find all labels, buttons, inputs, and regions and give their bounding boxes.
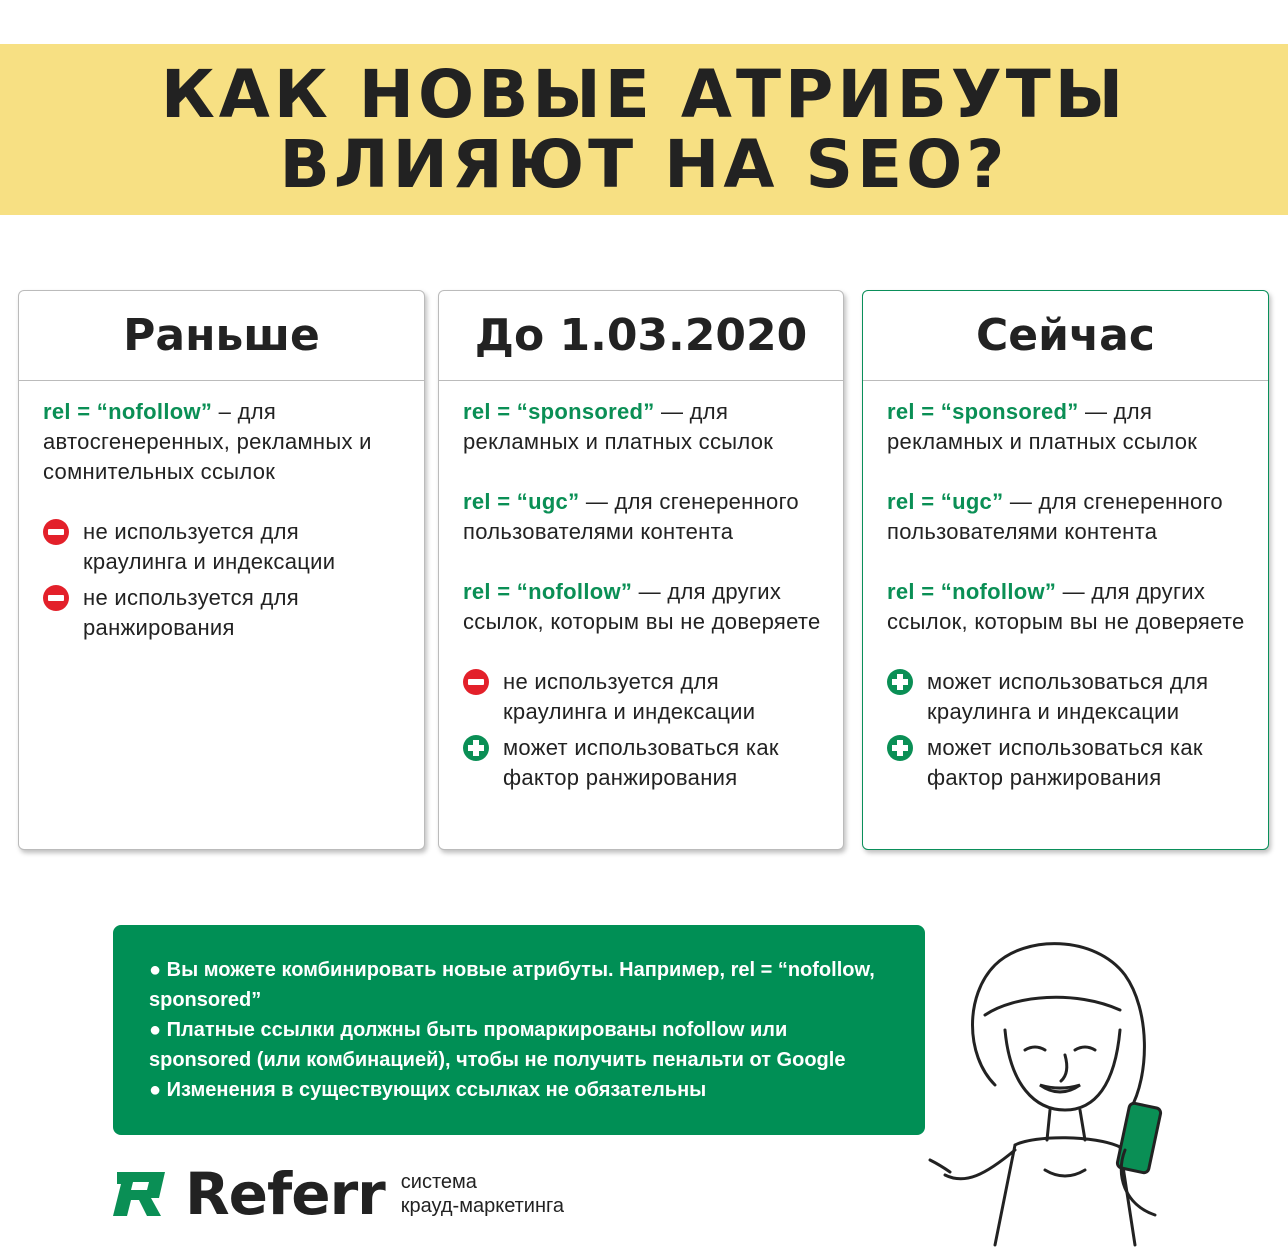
minus-circle-icon [43, 519, 69, 545]
notes-box [113, 925, 925, 1135]
column-card [18, 290, 425, 850]
effect-text: может использоваться как фактор ранжирования [927, 735, 1203, 790]
attribute-description: — для других ссылок, которым вы не доверяете [463, 579, 821, 634]
effect-item [463, 667, 821, 727]
effect-text: не используется для краулинга и индексации [503, 669, 756, 724]
attribute-description: — для рекламных и платных ссылок [887, 399, 1198, 454]
attribute-description: — для других ссылок, которым вы не доверяете [887, 579, 1245, 634]
plus-circle-icon [463, 735, 489, 761]
note-2: ● Платные ссылки должны быть промаркированы nofollow или sponsored (или комбинацией), чтобы не получить пенальти от Google [149, 1019, 846, 1071]
column-card [862, 290, 1269, 850]
effect-item [43, 583, 402, 643]
attribute-code: rel = “ugc” [887, 489, 1004, 514]
referr-r-icon [113, 1170, 167, 1218]
card-title: Раньше [19, 291, 424, 381]
logo-sub-2: крауд-маркетинга [400, 1195, 565, 1217]
attribute-definition [887, 487, 1246, 547]
title-line-1: КАК НОВЫЕ АТРИБУТЫ [160, 55, 1128, 133]
attribute-description: — для сгенеренного пользователями контента [463, 489, 799, 544]
attribute-definition [43, 397, 402, 487]
plus-circle-icon [887, 735, 913, 761]
attribute-code: rel = “nofollow” [463, 579, 633, 604]
attribute-definition [463, 577, 821, 637]
attribute-code: rel = “ugc” [463, 489, 580, 514]
attribute-description: — для сгенеренного пользователями контента [887, 489, 1223, 544]
girl-with-phone-illustration [925, 935, 1195, 1249]
logo-sub-1: система [400, 1171, 477, 1193]
effect-item [43, 517, 402, 577]
card-title: Сейчас [863, 291, 1268, 381]
effect-item [887, 733, 1246, 793]
attribute-code: rel = “sponsored” [887, 399, 1079, 424]
note-1: ● Вы можете комбинировать новые атрибуты. Например, rel = “nofollow, sponsored” [149, 959, 875, 1011]
title-line-2: ВЛИЯЮТ НА SEO? [279, 125, 1009, 203]
minus-circle-icon [43, 585, 69, 611]
note-3: ● Изменения в существующих ссылках не обязательны [149, 1079, 707, 1101]
attribute-description: – для автосгенеренных, рекламных и сомнительных ссылок [43, 399, 372, 484]
referr-logo [113, 1160, 564, 1228]
column-card [438, 290, 844, 850]
attribute-description: — для рекламных и платных ссылок [463, 399, 774, 454]
effect-text: не используется для краулинга и индексации [83, 519, 336, 574]
logo-subtitle [401, 1170, 564, 1218]
attribute-code: rel = “nofollow” [887, 579, 1057, 604]
effect-item [463, 733, 821, 793]
attribute-definition [887, 577, 1246, 637]
card-title: До 1.03.2020 [439, 291, 843, 381]
attribute-definition [463, 487, 821, 547]
attribute-definition [463, 397, 821, 457]
logo-name: Referr [185, 1160, 385, 1228]
effect-item [887, 667, 1246, 727]
effect-text: не используется для ранжирования [83, 585, 299, 640]
title-banner [0, 44, 1288, 215]
attribute-definition [887, 397, 1246, 457]
plus-circle-icon [887, 669, 913, 695]
attribute-code: rel = “sponsored” [463, 399, 655, 424]
effect-text: может использоваться как фактор ранжирования [503, 735, 779, 790]
effect-text: может использоваться для краулинга и индексации [927, 669, 1209, 724]
attribute-code: rel = “nofollow” [43, 399, 213, 424]
minus-circle-icon [463, 669, 489, 695]
